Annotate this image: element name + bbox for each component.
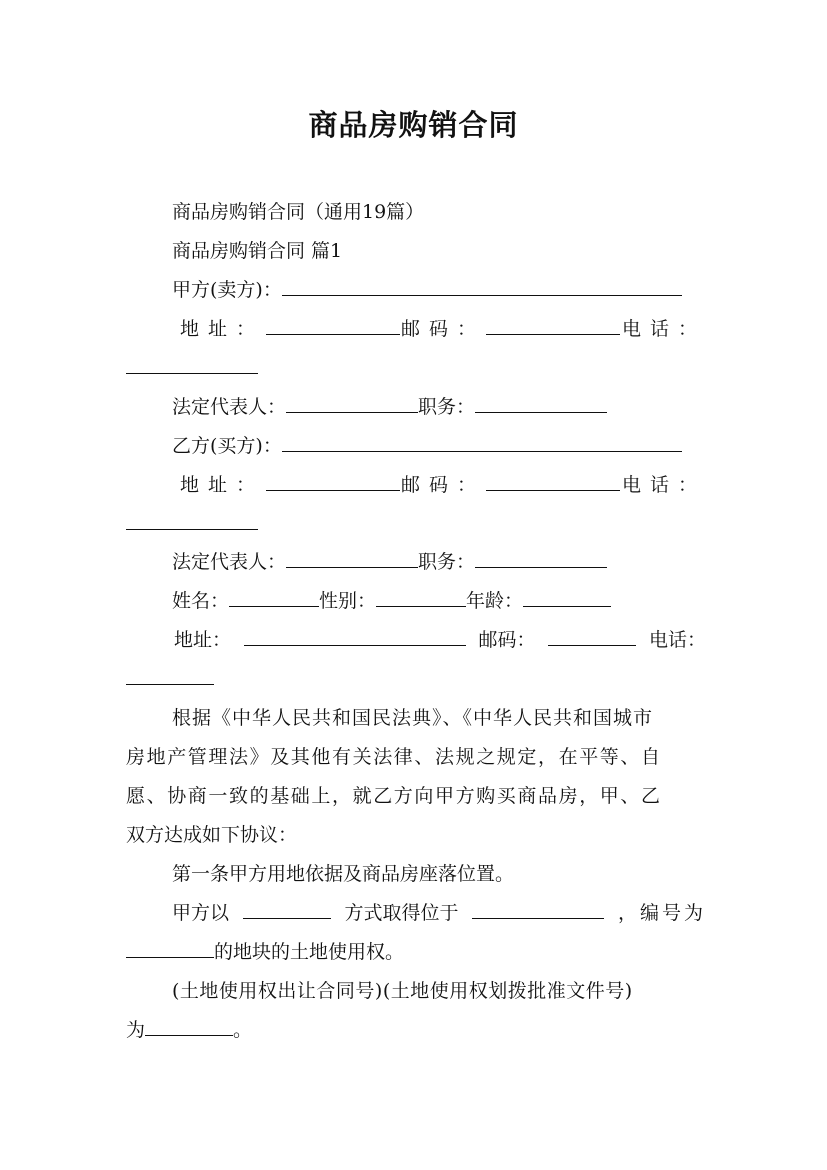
article1-method-blank[interactable] (243, 900, 331, 919)
article1-line3: (土地使用权出让合同号)(土地使用权划拨批准文件号) (172, 980, 633, 1002)
article1-contract-blank[interactable] (145, 1017, 233, 1036)
buyer-duty-blank[interactable] (475, 549, 607, 568)
seller-phone-line (126, 355, 706, 381)
buyer-postcode-blank[interactable] (486, 472, 620, 491)
seller-address-label: 地址： (180, 318, 265, 340)
person-contact-line (126, 627, 706, 653)
person-phone-blank[interactable] (126, 666, 214, 685)
buyer-label: 乙方(买方)： (172, 435, 282, 457)
person-address-blank[interactable] (244, 627, 466, 646)
buyer-phone-label: 电话： (621, 474, 706, 496)
article1-g: 。 (233, 1019, 253, 1041)
seller-address-blank[interactable] (266, 316, 400, 335)
article1-title: 第一条甲方用地依据及商品房座落位置。 (172, 863, 515, 885)
seller-phone-label: 电话： (621, 318, 706, 340)
buyer-postcode-label: 邮码： (400, 474, 485, 496)
person-address-label: 地址： (174, 629, 232, 651)
seller-rep-label: 法定代表人： (172, 396, 287, 418)
article1-d: 的地块的土地使用权。 (214, 941, 405, 963)
para1-line4: 双方达成如下协议： (126, 824, 298, 846)
seller-duty-blank[interactable] (475, 394, 607, 413)
seller-duty-label: 职务： (418, 396, 476, 418)
seller-label: 甲方(卖方)： (172, 279, 282, 301)
person-postcode-label: 邮码： (478, 629, 536, 651)
article1-c: ，编号为 (617, 902, 706, 924)
article1-location-blank[interactable] (472, 900, 604, 919)
seller-contact-line (126, 316, 706, 342)
buyer-address-blank[interactable] (266, 472, 400, 491)
article1-line2 (126, 939, 706, 965)
buyer-age-label: 年龄： (466, 590, 524, 612)
seller-rep-blank[interactable] (286, 394, 418, 413)
article1-b: 方式取得位于 (344, 902, 459, 924)
buyer-gender-blank[interactable] (376, 588, 466, 607)
collection-title: 商品房购销合同（通用19篇） (172, 201, 425, 223)
buyer-age-blank[interactable] (523, 588, 611, 607)
person-postcode-blank[interactable] (548, 627, 636, 646)
piece-title: 商品房购销合同 篇1 (172, 240, 343, 262)
document-title: 商品房购销合同 (308, 108, 519, 142)
buyer-name-label: 姓名： (172, 590, 230, 612)
buyer-rep-label: 法定代表人： (172, 551, 287, 573)
buyer-name-blank[interactable] (282, 433, 682, 452)
article1-line1 (126, 900, 706, 926)
para1-line1: 根据《中华人民共和国民法典》、《中华人民共和国城市 (172, 707, 654, 729)
buyer-person-name-blank[interactable] (229, 588, 319, 607)
buyer-duty-label: 职务： (418, 551, 476, 573)
article1-f: 为 (126, 1019, 146, 1041)
buyer-phone-line (126, 511, 706, 537)
buyer-person-line (172, 588, 706, 614)
buyer-line (172, 433, 706, 459)
article1-a: 甲方以 (172, 902, 230, 924)
buyer-contact-line (126, 472, 706, 498)
article1-number-blank[interactable] (126, 939, 214, 958)
buyer-rep-blank[interactable] (286, 549, 418, 568)
article1-line4 (126, 1017, 706, 1043)
seller-postcode-blank[interactable] (486, 316, 620, 335)
person-phone-line (126, 666, 706, 692)
seller-phone-blank[interactable] (126, 355, 258, 374)
buyer-phone-blank[interactable] (126, 511, 258, 530)
para1-line3: 愿、协商一致的基础上，就乙方向甲方购买商品房，甲、乙 (126, 785, 662, 807)
buyer-address-label: 地址： (180, 474, 265, 496)
buyer-gender-label: 性别： (319, 590, 377, 612)
buyer-rep-line (172, 549, 706, 575)
person-phone-label: 电话： (648, 629, 706, 651)
seller-rep-line (172, 394, 706, 420)
seller-postcode-label: 邮码： (400, 318, 485, 340)
para1-line2: 房地产管理法》及其他有关法律、法规之规定，在平等、自 (126, 746, 662, 768)
seller-name-blank[interactable] (282, 277, 682, 296)
seller-line (172, 277, 706, 303)
